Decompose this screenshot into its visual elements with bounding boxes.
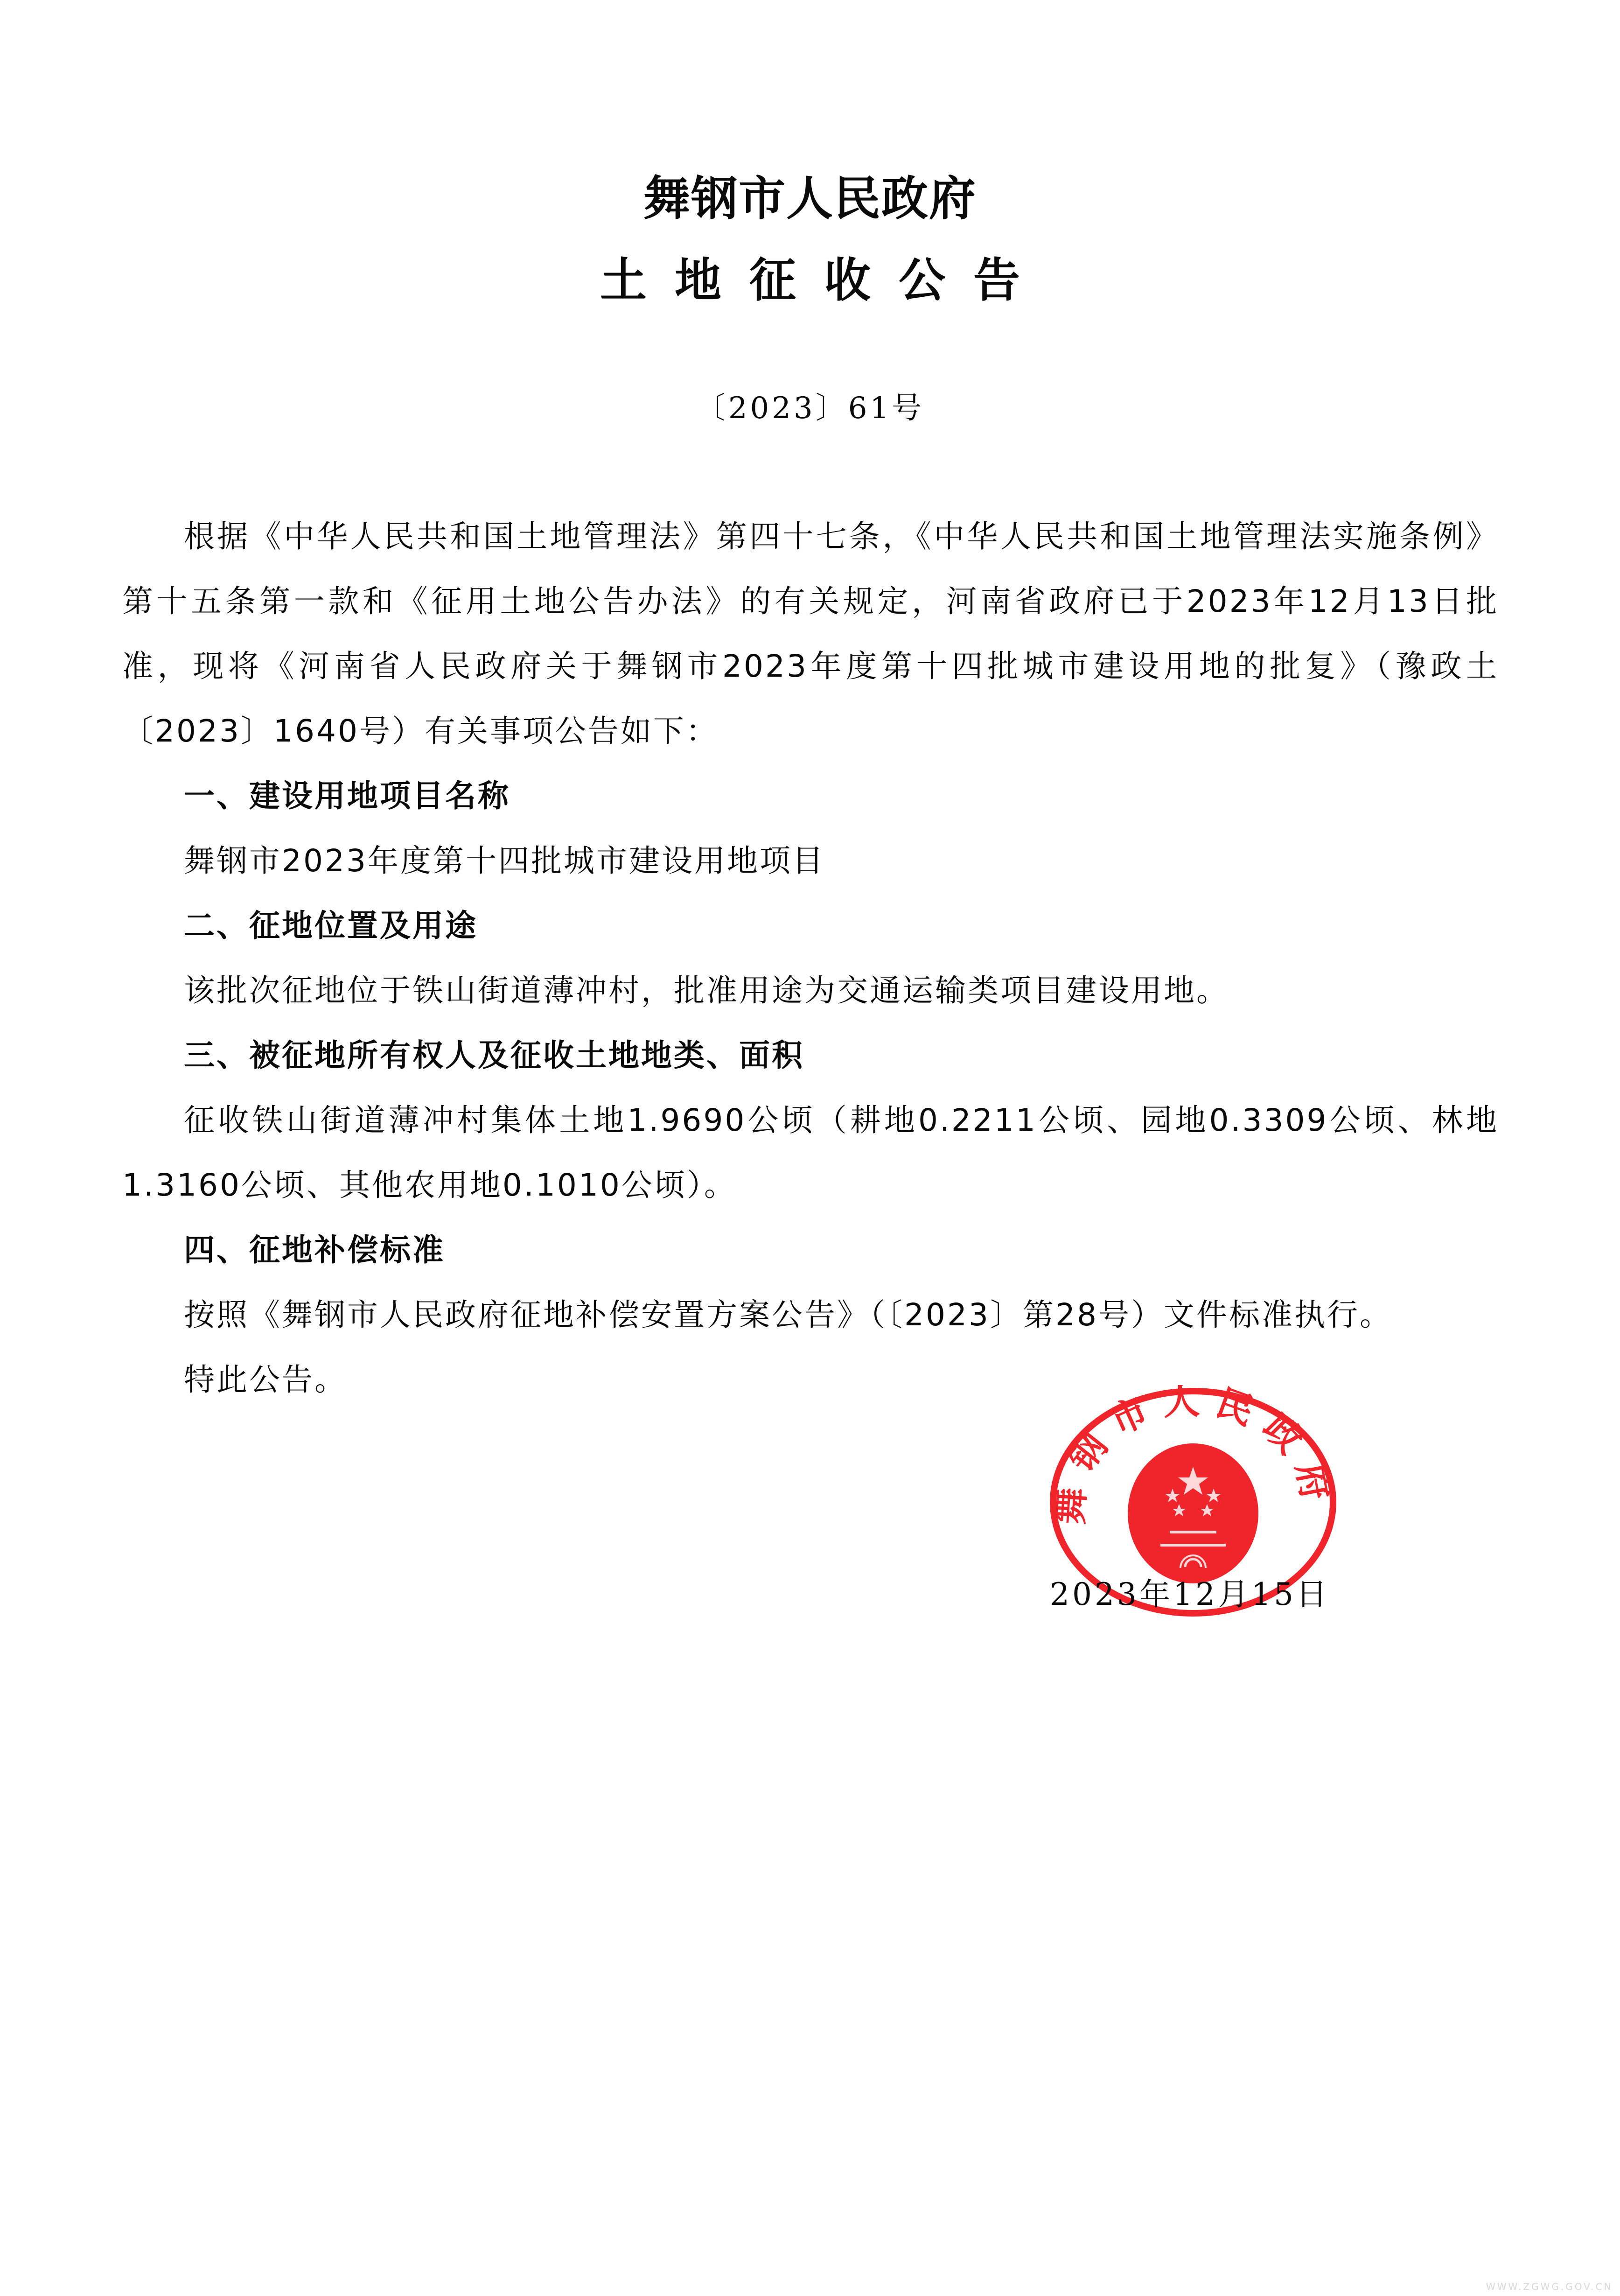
closing-text: 特此公告。 — [184, 1362, 347, 1398]
notice-body — [122, 504, 1499, 1412]
section-4-content: 按照《舞钢市人民政府征地补偿安置方案公告》（〔2023〕第28号）文件标准执行。 — [184, 1297, 1392, 1333]
national-emblem-icon — [1128, 1443, 1258, 1583]
issue-date: 2023年12月15日 — [1050, 1576, 1330, 1612]
section-3-heading: 三、被征地所有权人及征收土地地类、面积 — [184, 1037, 804, 1073]
intro-paragraph: 根据《中华人民共和国土地管理法》第四十七条，《中华人民共和国土地管理法实施条例》第十五条第一款和《征用土地公告办法》的有关规定，河南省政府已于2023年12月13日批准，现将《河南省人民政府关于舞钢市2023年度第十四批城市建设用地的批复》（豫政土〔2023〕1640号）有关事项公告如下： — [122, 518, 1499, 749]
section-2-heading: 二、征地位置及用途 — [184, 908, 478, 944]
section-1-heading: 一、建设用地项目名称 — [184, 778, 510, 814]
issuer-title: 舞钢市人民政府 — [643, 171, 977, 226]
seal-text: 舞钢市人民政府 — [1049, 1385, 1339, 1526]
site-watermark: WWW.ZGWG.GOV.CN — [1486, 2281, 1613, 2292]
notice-title: 土地征收公告 — [600, 252, 1048, 308]
section-2-content: 该批次征地位于铁山街道薄冲村，批准用途为交通运输类项目建设用地。 — [184, 973, 1229, 1008]
document-number: 〔2023〕61号 — [695, 391, 925, 426]
section-1-content: 舞钢市2023年度第十四批城市建设用地项目 — [184, 843, 825, 879]
section-3-content: 征收铁山街道薄冲村集体土地1.9690公顷（耕地0.2211公顷、园地0.3309公顷、林地1.3160公顷、其他农用地0.1010公顷）。 — [122, 1102, 1499, 1203]
section-4-heading: 四、征地补偿标准 — [184, 1232, 445, 1268]
